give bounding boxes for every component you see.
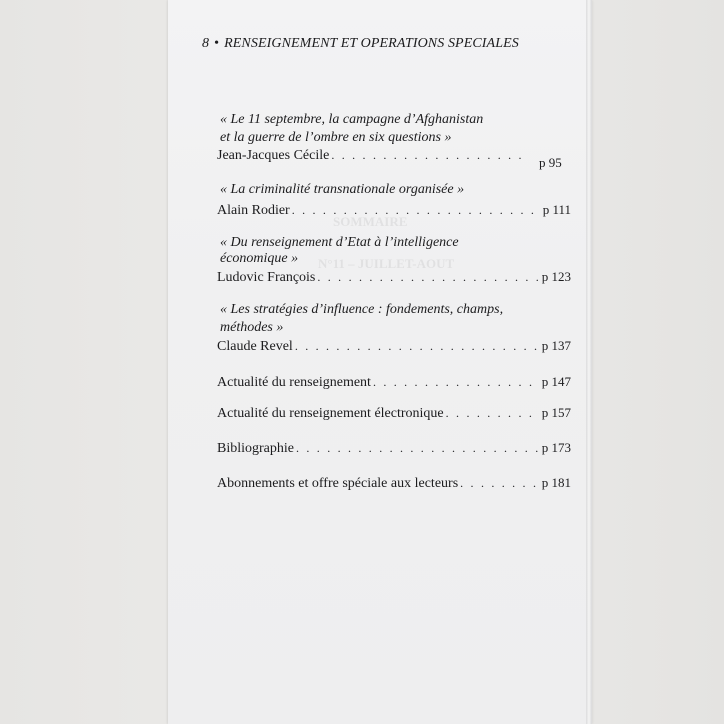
section-page-bibliographie: p 173: [541, 440, 571, 455]
section-label-bibliographie: Bibliographie: [217, 441, 294, 456]
header-title: RENSEIGNEMENT ET OPERATIONS SPECIALES: [224, 36, 519, 51]
entry-1-title-line-1: « Le 11 septembre, la campagne d’Afghanistan: [220, 112, 484, 127]
entry-1-leader-dots: [331, 148, 529, 163]
section-page-actualite: p 147: [541, 374, 571, 389]
section-row-actualite-electronique[interactable]: [217, 405, 571, 423]
header-separator: •: [214, 36, 220, 51]
entry-4-title-line-2: méthodes »: [220, 320, 284, 335]
entry-3-leader-dots: [317, 270, 539, 285]
entry-3-row[interactable]: [217, 269, 571, 287]
section-label-actualite: Actualité du renseignement: [217, 375, 371, 390]
entry-3-page: p 123: [541, 269, 571, 284]
show-through-1: SOMMAIRE: [333, 214, 408, 229]
entry-4-row[interactable]: [217, 338, 571, 356]
entry-1-title-line-2: et la guerre de l’ombre en six questions »: [220, 130, 452, 145]
entry-2-leader-dots: [292, 203, 541, 218]
section-page-abonnements: p 181: [541, 475, 571, 490]
entry-3-author: Ludovic François: [217, 270, 316, 285]
section-label-abonnements: Abonnements et offre spéciale aux lecteurs: [217, 476, 459, 491]
page-edge: [586, 0, 592, 724]
section-label-actualite-electronique: Actualité du renseignement électronique: [217, 406, 444, 421]
entry-1-page: p 95: [539, 155, 562, 170]
entry-2-row[interactable]: [217, 202, 571, 220]
section-row-actualite[interactable]: [217, 374, 571, 392]
section-actualite-leader-dots: [373, 375, 540, 390]
entry-3-title-line-1: « Du renseignement d’Etat à l’intelligence: [220, 235, 459, 250]
show-through-2: N°11 – JUILLET-AOUT: [318, 256, 455, 271]
header-page-number: 8: [202, 36, 210, 51]
entry-1-author: Jean-Jacques Cécile: [217, 148, 330, 163]
section-row-bibliographie[interactable]: [217, 440, 571, 458]
section-page-actualite-electronique: p 157: [541, 405, 571, 420]
section-abonnements-leader-dots: [460, 476, 540, 491]
section-row-abonnements[interactable]: [217, 475, 571, 493]
entry-4-author: Claude Revel: [217, 339, 293, 354]
entry-1-row[interactable]: [217, 148, 531, 166]
entry-4-page: p 137: [541, 338, 571, 353]
running-header: [202, 36, 522, 52]
entry-4-title-line-1: « Les stratégies d’influence : fondements, champs,: [220, 302, 504, 317]
entry-2-author: Alain Rodier: [217, 203, 290, 218]
entry-4-leader-dots: [295, 339, 540, 354]
entry-2-page: p 111: [542, 202, 571, 217]
entry-3-title-line-2: économique »: [220, 251, 299, 266]
book-page: [168, 0, 590, 724]
entry-2-title-line-1: « La criminalité transnationale organisée »: [220, 182, 465, 197]
section-bibliographie-leader-dots: [296, 441, 540, 456]
section-actualite-electronique-leader-dots: [446, 406, 540, 421]
